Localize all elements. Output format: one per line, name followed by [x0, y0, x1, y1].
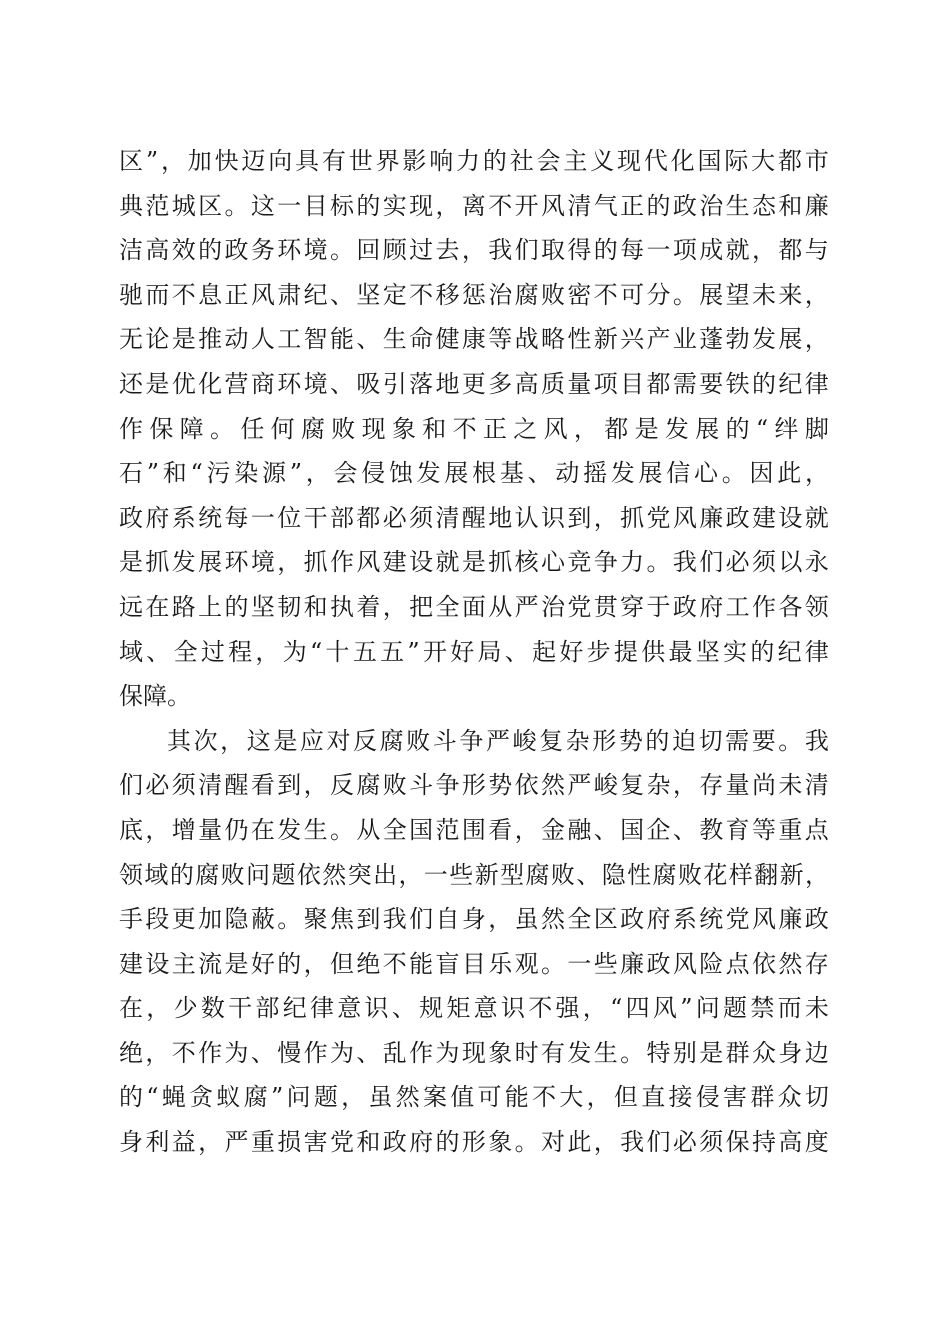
text-line: 在 ， 少 数 干 部 纪 律 意 识 、 规 矩 意 识 不 强 ， “ 四 风 ” 问 题 禁 而 未	[119, 994, 829, 1023]
text-line: 绝 ， 不 作 为 、 慢 作 为 、 乱 作 为 现 象 时 有 发 生 。 特 别 是 群 众 身 边	[119, 1038, 829, 1067]
text-line: 政 府 系 统 每 一 位 干 部 都 必 须 清 醒 地 认 识 到 ， 抓 党 风 廉 政 建 设 就	[119, 503, 829, 532]
text-line: 底 ， 增 量 仍 在 发 生 。 从 全 国 范 围 看 ， 金 融 、 国 企 、 教 育 等 重 点	[119, 815, 829, 844]
text-line: 作 保 障 。 任 何 腐 败 现 象 和 不 正 之 风 ， 都 是 发 展 的 “ 绊 脚	[119, 414, 829, 443]
text-line: 领 域 的 腐 败 问 题 依 然 突 出 ， 一 些 新 型 腐 败 、 隐 性 腐 败 花 样 翻 新 ，	[119, 860, 829, 889]
text-line: 远 在 路 上 的 坚 韧 和 执 着 ， 把 全 面 从 严 治 党 贯 穿 于 政 府 工 作 各 领	[119, 592, 829, 621]
text-line: 的 “ 蝇 贪 蚁 腐 ” 问 题 ， 虽 然 案 值 可 能 不 大 ， 但 直 接 侵 害 群 众 切	[119, 1083, 829, 1112]
text-line: 身 利 益 ， 严 重 损 害 党 和 政 府 的 形 象 。 对 此 ， 我 们 必 须 保 持 高 度	[119, 1128, 829, 1157]
text-line: 石 ” 和 “ 污 染 源 ” ， 会 侵 蚀 发 展 根 基 、 动 摇 发 展 信 心 。 因 此 ，	[119, 459, 829, 488]
text-line: 保 障 。	[119, 682, 191, 711]
text-line: 无 论 是 推 动 人 工 智 能 、 生 命 健 康 等 战 略 性 新 兴 产 业 蓬 勃 发 展 ，	[119, 325, 829, 354]
text-line: 手 段 更 加 隐 蔽 。 聚 焦 到 我 们 自 身 ， 虽 然 全 区 政 府 系 统 党 风 廉 政	[119, 905, 829, 934]
body-text	[119, 139, 829, 1165]
text-line: 驰 而 不 息 正 风 肃 纪 、 坚 定 不 移 惩 治 腐 败 密 不 可 分 。 展 望 未 来 ，	[119, 280, 829, 309]
text-line: 还 是 优 化 营 商 环 境 、 吸 引 落 地 更 多 高 质 量 项 目 都 需 要 铁 的 纪 律	[119, 369, 829, 398]
paragraph-2	[119, 719, 829, 1165]
text-line: 典 范 城 区 。 这 一 目 标 的 实 现 ， 离 不 开 风 清 气 正 的 政 治 生 态 和 廉	[119, 191, 829, 220]
text-line: 洁 高 效 的 政 务 环 境 。 回 顾 过 去 ， 我 们 取 得 的 每 一 项 成 就 ， 都 与	[119, 236, 829, 265]
text-line: 域 、 全 过 程 ， 为 “ 十 五 五 ” 开 好 局 、 起 好 步 提 供 最 坚 实 的 纪 律	[119, 637, 829, 666]
text-line: 是 抓 发 展 环 境 ， 抓 作 风 建 设 就 是 抓 核 心 竞 争 力 。 我 们 必 须 以 永	[119, 548, 829, 577]
text-line: 们 必 须 清 醒 看 到 ， 反 腐 败 斗 争 形 势 依 然 严 峻 复 杂 ， 存 量 尚 未 清	[119, 771, 829, 800]
text-line: 其 次 ， 这 是 应 对 反 腐 败 斗 争 严 峻 复 杂 形 势 的 迫 切 需 要 。 我	[167, 726, 829, 755]
text-line: 建 设 主 流 是 好 的 ， 但 绝 不 能 盲 目 乐 观 。 一 些 廉 政 风 险 点 依 然 存	[119, 949, 829, 978]
text-line: 区 ” ， 加 快 迈 向 具 有 世 界 影 响 力 的 社 会 主 义 现 代 化 国 际 大 都 市	[119, 147, 829, 175]
paragraph-1	[119, 139, 829, 719]
